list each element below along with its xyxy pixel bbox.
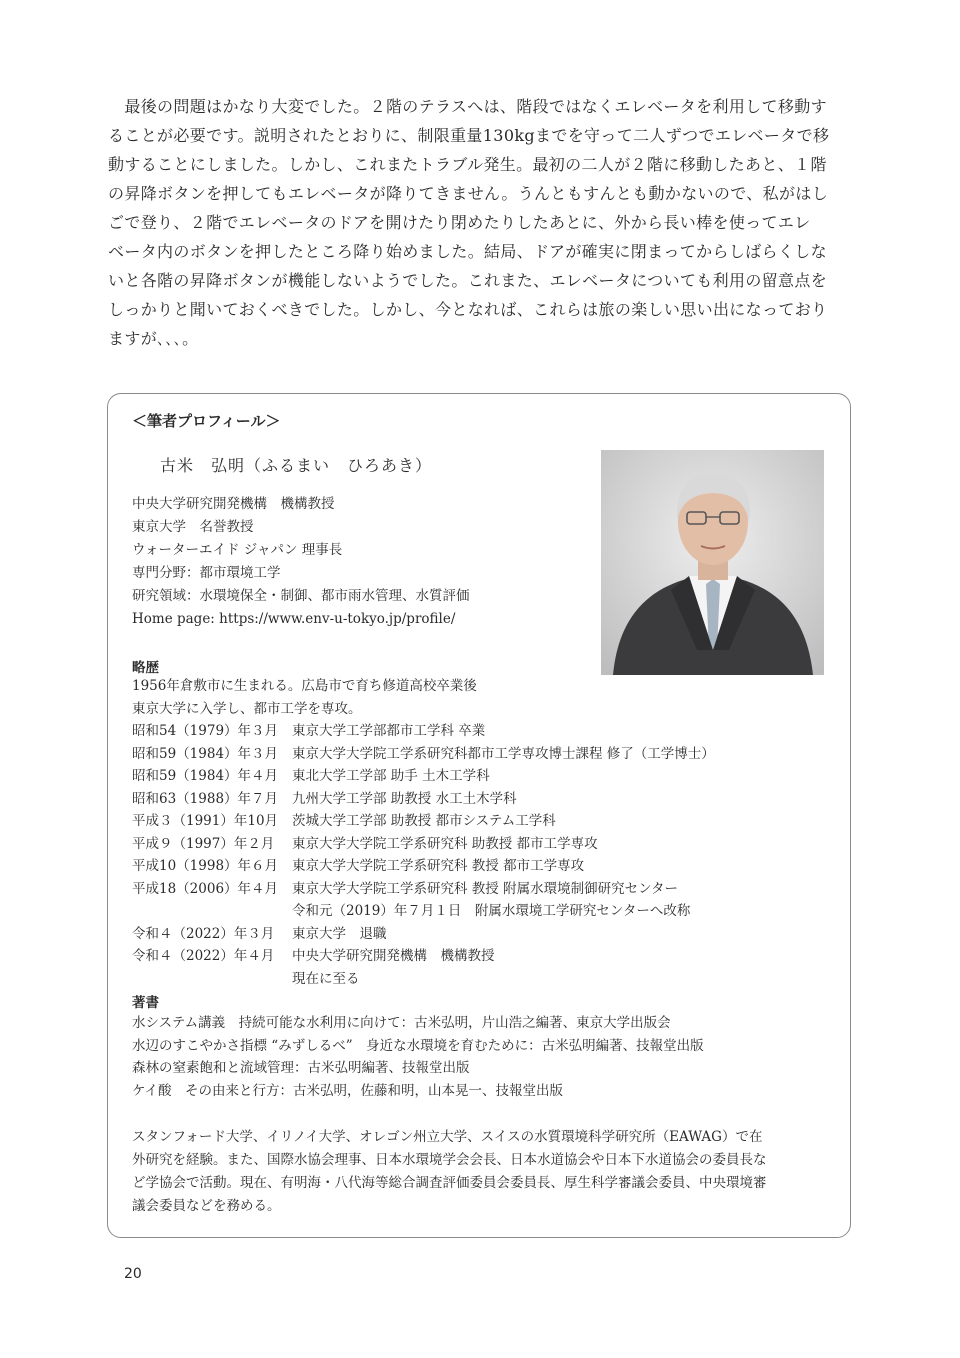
author-profile-box <box>107 393 851 1238</box>
history-event: 茨城大学工学部 助教授 都市システム工学科 <box>292 813 556 829</box>
book-item: ケイ酸 その由来と行方：古米弘明，佐藤和明，山本晃一、技報堂出版 <box>132 1082 564 1099</box>
history-event: 東京大学大学院工学系研究科 助教授 都市工学専攻 <box>292 835 598 852</box>
book-item: 水辺のすこやかさ指標 “みずしるべ” 身近な水環境を育むために：古米弘明編著、技報堂出版 <box>132 1037 704 1054</box>
paragraph-line: ますが､､､｡ <box>108 329 191 348</box>
history-date: 令和４（2022）年３月 <box>132 925 275 942</box>
history-date: 平成10（1998）年６月 <box>132 858 279 874</box>
affiliation-item: 専門分野：都市環境工学 <box>132 565 281 581</box>
paragraph-line: ることが必要です。説明されたとおりに、制限重量130kgまでを守って二人ずつでエレベータで移 <box>108 126 830 145</box>
history-intro-line: 1956年倉敷市に生まれる。広島市で育ち修道高校卒業後 <box>132 678 477 694</box>
affiliation-item: 東京大学 名誉教授 <box>132 519 254 535</box>
closing-line: 議会委員などを務める。 <box>132 1198 281 1214</box>
author-photo <box>601 450 824 675</box>
history-date: 昭和63（1988）年７月 <box>132 790 279 807</box>
paragraph-line: しっかりと聞いておくべきでした。しかし、今となれば、これらは旅の楽しい思い出になっており <box>108 300 828 319</box>
profile-heading: ＜筆者プロフィール＞ <box>132 412 281 430</box>
history-intro <box>132 675 477 720</box>
paragraph-line: ごで登り、２階でエレベータのドアを開けたり閉めたりしたあとに、外から長い棒を使ってエレ <box>108 213 811 232</box>
history-intro-line: 東京大学に入学し、都市工学を専攻。 <box>132 700 362 717</box>
author-name: 古米 弘明（ふるまい ひろあき） <box>160 456 433 475</box>
history-date: 平成18（2006）年４月 <box>132 880 279 897</box>
history-title: 略歴 <box>132 660 159 676</box>
history-event: 九州大学工学部 助教授 水工土木学科 <box>292 790 517 807</box>
closing-line: スタンフォード大学、イリノイ大学、オレゴン州立大学、スイスの水質環境科学研究所（EAWAG）で在 <box>132 1129 763 1145</box>
paragraph-line: いと各階の昇降ボタンが機能しないようでした。これまた、エレベータについても利用の留意点を <box>108 271 828 290</box>
affiliation-list <box>132 493 470 631</box>
homepage-line: Home page: https://www.env-u-tokyo.jp/profile/ <box>132 611 456 627</box>
history-event: 東京大学大学院工学系研究科 教授 都市工学専攻 <box>292 858 585 874</box>
paragraph-line: ベータ内のボタンを押したところ降り始めました。結局、ドアが確実に閉まってからしばらくしな <box>108 242 827 261</box>
affiliation-item: 研究領域：水環境保全・制御、都市雨水管理、水質評価 <box>132 588 470 604</box>
history-date: 昭和59（1984）年４月 <box>132 768 279 784</box>
history-event: 令和元（2019）年７月１日 附属水環境工学研究センターへ改称 <box>292 903 691 919</box>
history-event: 東京大学大学院工学系研究科 教授 附属水環境制御研究センター <box>292 880 679 897</box>
closing-line: ど学協会で活動。現在、有明海・八代海等総合調査評価委員会委員長、厚生科学審議会委員、中央環境審 <box>132 1175 767 1191</box>
history-event: 現在に至る <box>292 970 360 987</box>
body-paragraph <box>108 92 856 353</box>
paragraph-line: 動することにしました。しかし、これまたトラブル発生。最初の二人が２階に移動したあと、１階 <box>108 155 827 174</box>
books-title: 著書 <box>132 995 159 1011</box>
history-date: 昭和54（1979）年３月 <box>132 723 279 739</box>
history-date: 平成９（1997）年２月 <box>132 835 275 852</box>
history-event: 東京大学 退職 <box>292 925 387 942</box>
closing-line: 外研究を経験。また、国際水協会理事、日本水環境学会会長、日本水道協会や日本下水道協会の委員長な <box>132 1152 767 1168</box>
history-event: 中央大学研究開発機構 機構教授 <box>292 948 495 964</box>
affiliation-item: 中央大学研究開発機構 機構教授 <box>132 496 335 512</box>
history-date: 平成３（1991）年10月 <box>132 813 279 829</box>
history-date: 令和４（2022）年４月 <box>132 948 275 964</box>
book-item: 森林の窒素飽和と流域管理：古米弘明編著、技報堂出版 <box>132 1060 470 1076</box>
history-event: 東北大学工学部 助手 土木工学科 <box>292 768 490 784</box>
paragraph-line: 最後の問題はかなり大変でした。２階のテラスへは、階段ではなくエレベータを利用して移動す <box>108 97 827 116</box>
affiliation-item: ウォーターエイド ジャパン 理事長 <box>132 542 343 558</box>
history-event: 東京大学工学部都市工学科 卒業 <box>292 723 486 739</box>
books-list <box>132 1012 704 1102</box>
history-date: 昭和59（1984）年３月 <box>132 745 279 762</box>
page-number: 20 <box>124 1266 142 1282</box>
closing-paragraph <box>132 1126 767 1218</box>
history-event: 東京大学大学院工学系研究科都市工学専攻博士課程 修了（工学博士） <box>292 745 715 762</box>
paragraph-line: の昇降ボタンを押してもエレベータが降りてきません。うんともすんとも動かないので、私がはし <box>108 184 829 203</box>
book-item: 水システム講義 持続可能な水利用に向けて：古米弘明，片山浩之編著、東京大学出版会 <box>132 1015 671 1031</box>
